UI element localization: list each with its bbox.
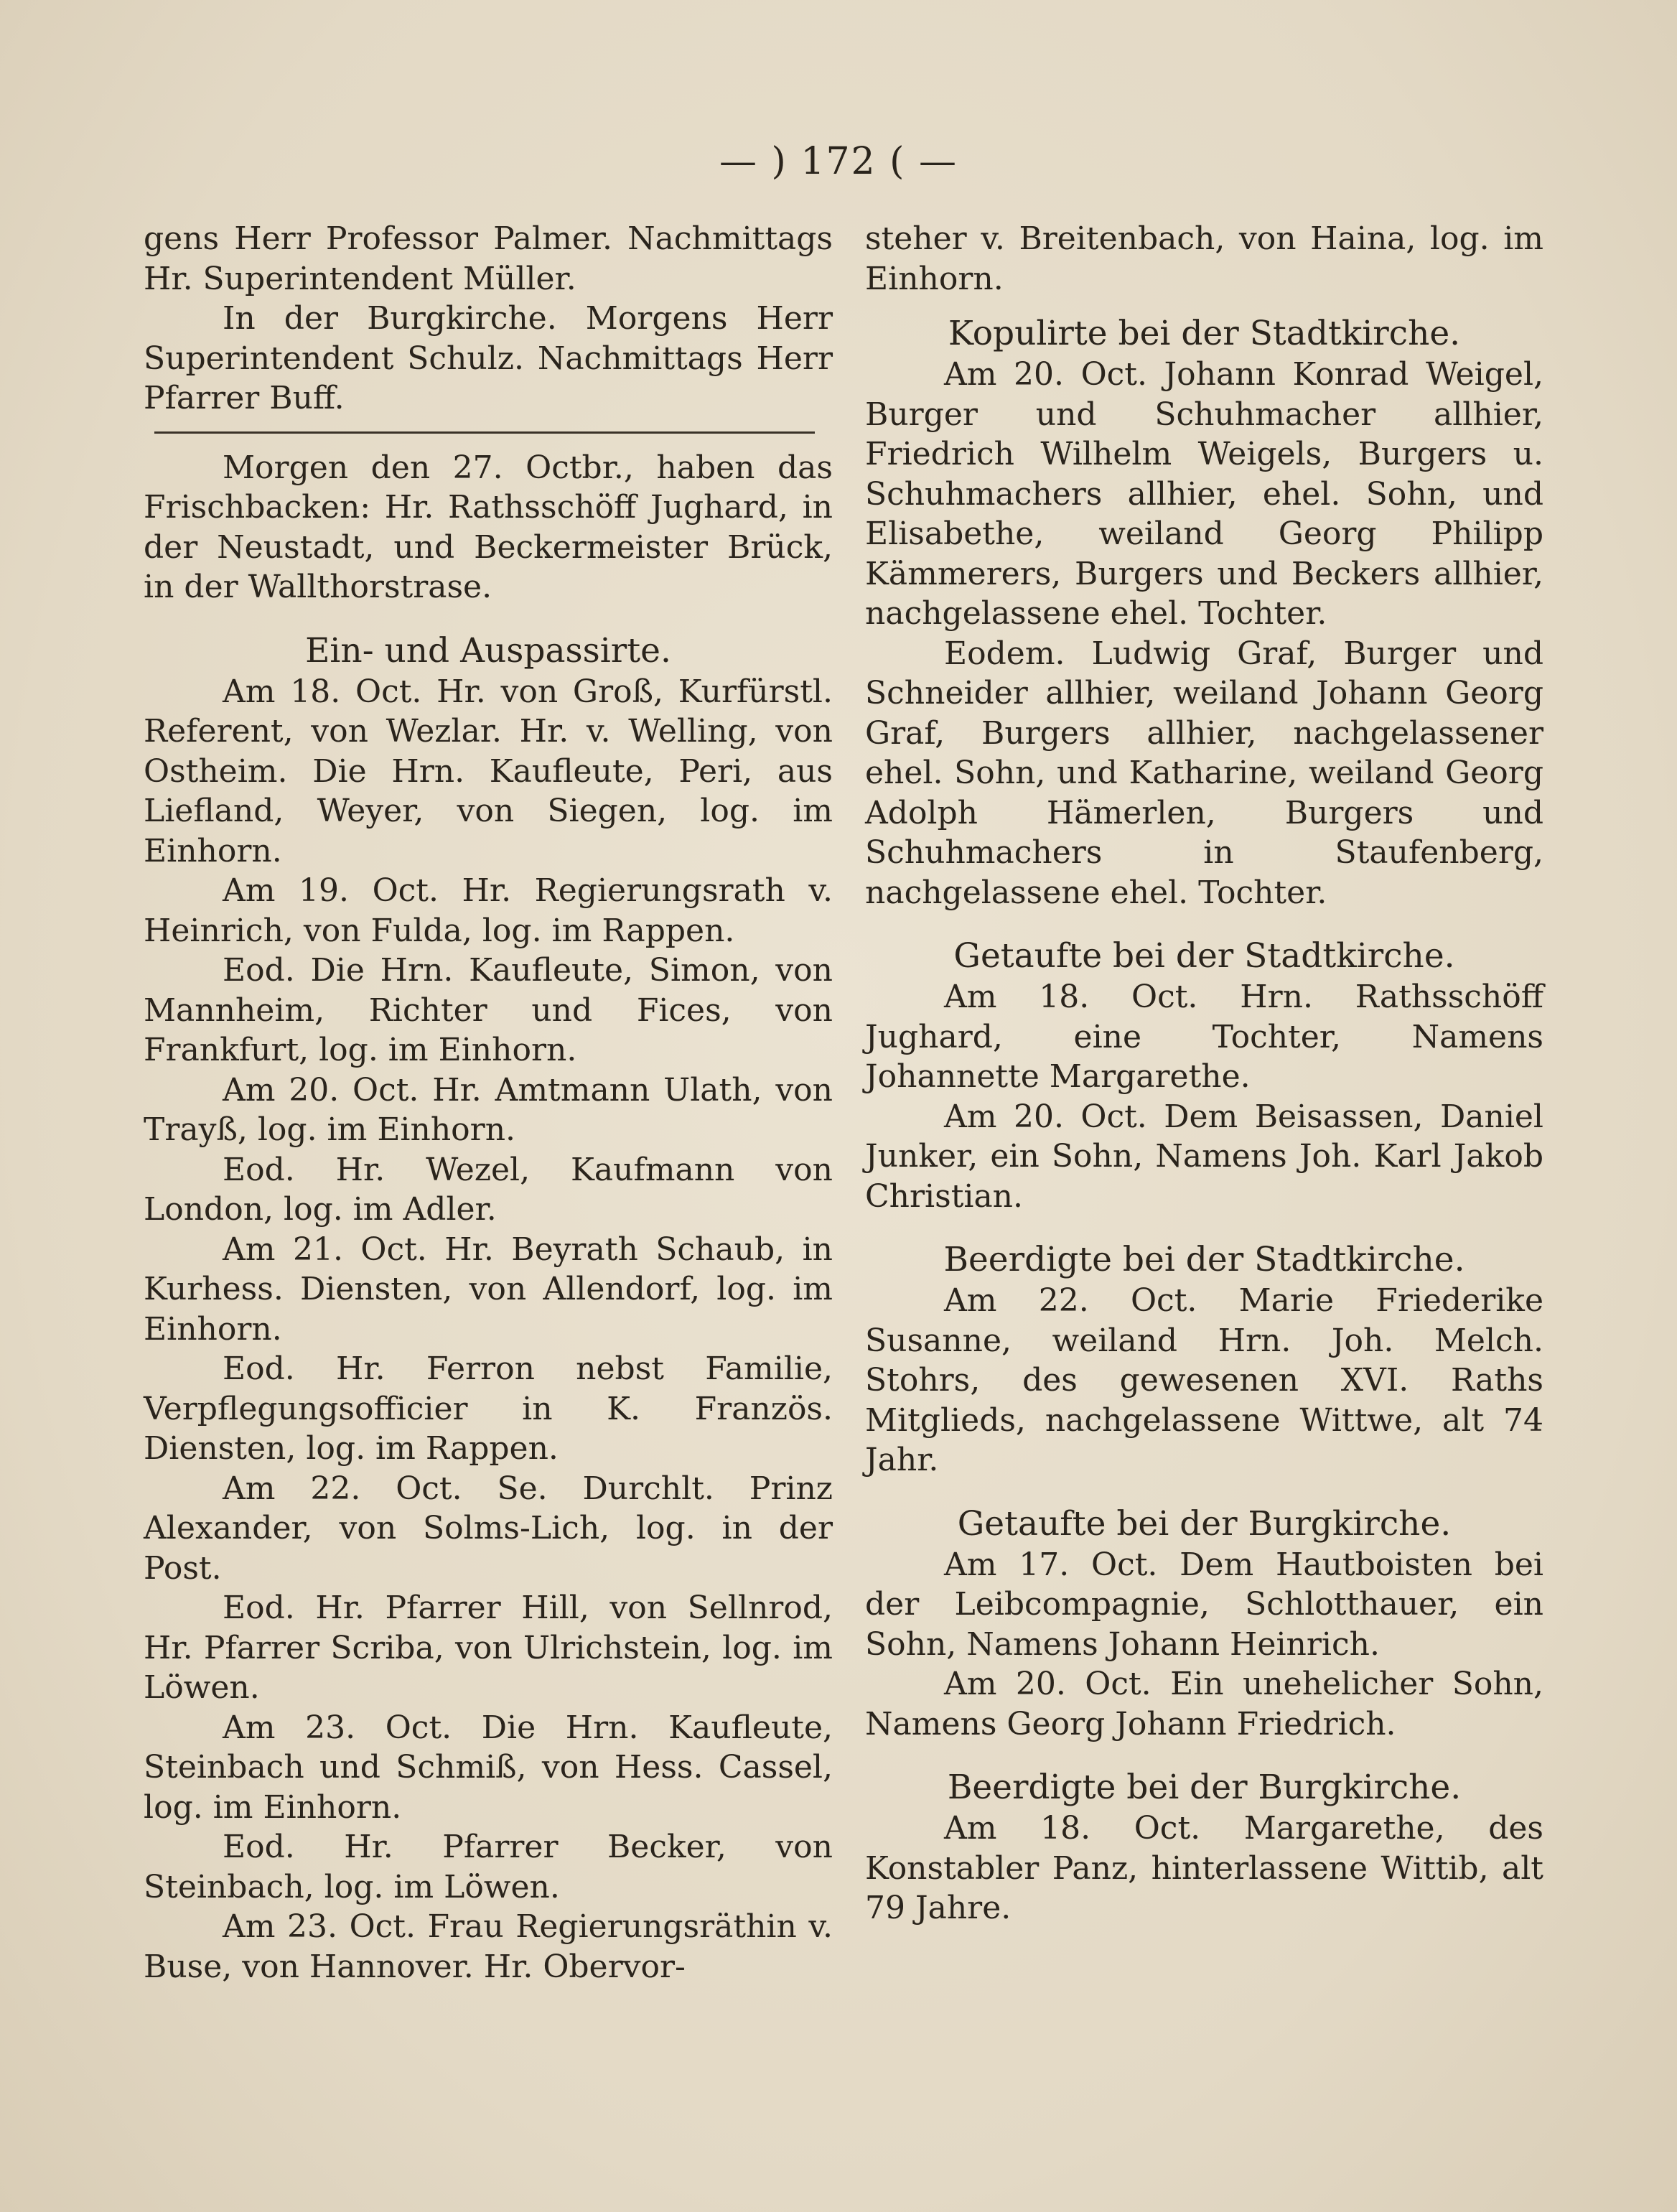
traveller-entry: Eod. Hr. Ferron nebst Familie, Verpflegungsofficier in K. Französ. Diensten, log. im Rappen. [144,1350,833,1467]
traveller-entry: Am 23. Oct. Frau Regierungsräthin v. Buse, von Hannover. Hr. Obervor- [144,1908,833,1985]
traveller-entry: Am 19. Oct. Hr. Regierungsrath v. Heinrich, von Fulda, log. im Rappen. [144,872,833,949]
page-number: — ) 172 ( — [719,140,958,183]
traveller-continuation: steher v. Breitenbach, von Haina, log. im Einhorn. [865,220,1543,297]
baking-notice: Morgen den 27. Octbr., haben das Frischbacken: Hr. Rathsschöff Jughard, in der Neustadt, und Beckermeister Brück, in der Wallthorstrase. [144,449,833,605]
traveller-entry: Eod. Hr. Wezel, Kaufmann von London, log. im Adler. [144,1151,833,1228]
traveller-entry: Am 22. Oct. Se. Durchlt. Prinz Alexander, von Solms-Lich, log. in der Post. [144,1470,833,1587]
burial-entry: Am 18. Oct. Margarethe, des Konstabler Panz, hinterlassene Wittib, alt 79 Jahre. [865,1810,1543,1926]
sermon-continuation: gens Herr Professor Palmer. Nachmittags Hr. Superintendent Müller. [144,220,833,297]
traveller-entry: Eod. Hr. Pfarrer Hill, von Sellnrod, Hr. Pfarrer Scriba, von Ulrichstein, log. im Löwen. [144,1590,833,1706]
marriage-entry: Eodem. Ludwig Graf, Burger und Schneider allhier, weiland Johann Georg Graf, Burgers allhier, nachgelassener ehel. Sohn, und Katharine, weiland Georg Adolph Hämerlen, Burgers und Schuhmachers in Staufenberg, nachgelassene ehel. Tochter. [865,635,1543,911]
burgkirche-sermons: In der Burgkirche. Morgens Herr Superintendent Schulz. Nachmittags Herr Pfarrer Buff. [144,300,833,416]
baptism-entry: Am 18. Oct. Hrn. Rathsschöff Jughard, eine Tochter, Namens Johannette Margarethe. [865,979,1543,1095]
traveller-entry: Eod. Die Hrn. Kaufleute, Simon, von Mannheim, Richter und Fices, von Frankfurt, log. im Einhorn. [144,952,833,1068]
traveller-entry: Am 20. Oct. Hr. Amtmann Ulath, von Trayß, log. im Einhorn. [144,1071,833,1148]
traveller-entry: Am 21. Oct. Hr. Beyrath Schaub, in Kurhess. Diensten, von Allendorf, log. im Einhorn. [144,1231,833,1348]
right-column [865,219,1543,1928]
baptism-entry: Am 20. Oct. Dem Beisassen, Daniel Junker, ein Sohn, Namens Joh. Karl Jakob Christian. [865,1098,1543,1215]
baptisms-stadtkirche-heading: Getaufte bei der Stadtkirche. [953,936,1455,976]
burial-entry: Am 22. Oct. Marie Friederike Susanne, weiland Hrn. Joh. Melch. Stohrs, des gewesenen XVI. Raths Mitglieds, nachgelassene Wittwe, alt 74 Jahr. [865,1282,1543,1478]
marriage-entry: Am 20. Oct. Johann Konrad Weigel, Burger und Schuhmacher allhier, Friedrich Wilhelm Weigels, Burgers u. Schuhmachers allhier, ehel. Sohn, und Elisabethe, weiland Georg Philipp Kämmerers, Burgers und Beckers allhier, nachgelassene ehel. Tochter. [865,356,1543,632]
traveller-entry: Am 18. Oct. Hr. von Groß, Kurfürstl. Referent, von Wezlar. Hr. v. Welling, von Ostheim. Die Hrn. Kaufleute, Peri, aus Liefland, Weyer, von Siegen, log. im Einhorn. [144,673,833,869]
traveller-entry: Eod. Hr. Pfarrer Becker, von Steinbach, log. im Löwen. [144,1829,833,1905]
baptisms-burgkirche-heading: Getaufte bei der Burgkirche. [957,1503,1452,1544]
travellers-heading: Ein- und Auspassirte. [305,630,671,671]
baptism-entry: Am 17. Oct. Dem Hautboisten bei der Leibcompagnie, Schlotthauer, ein Sohn, Namens Johann Heinrich. [865,1546,1543,1663]
baptism-entry: Am 20. Oct. Ein unehelicher Sohn, Namens Georg Johann Friedrich. [865,1666,1543,1742]
left-column [144,219,833,1987]
burials-burgkirche-heading: Beerdigte bei der Burgkirche. [947,1768,1462,1807]
section-divider [154,431,815,434]
traveller-entry: Am 23. Oct. Die Hrn. Kaufleute, Steinbach und Schmiß, von Hess. Cassel, log. im Einhorn. [144,1709,833,1826]
burials-stadtkirche-heading: Beerdigte bei der Stadtkirche. [943,1240,1465,1279]
marriages-stadtkirche-heading: Kopulirte bei der Stadtkirche. [948,314,1461,353]
